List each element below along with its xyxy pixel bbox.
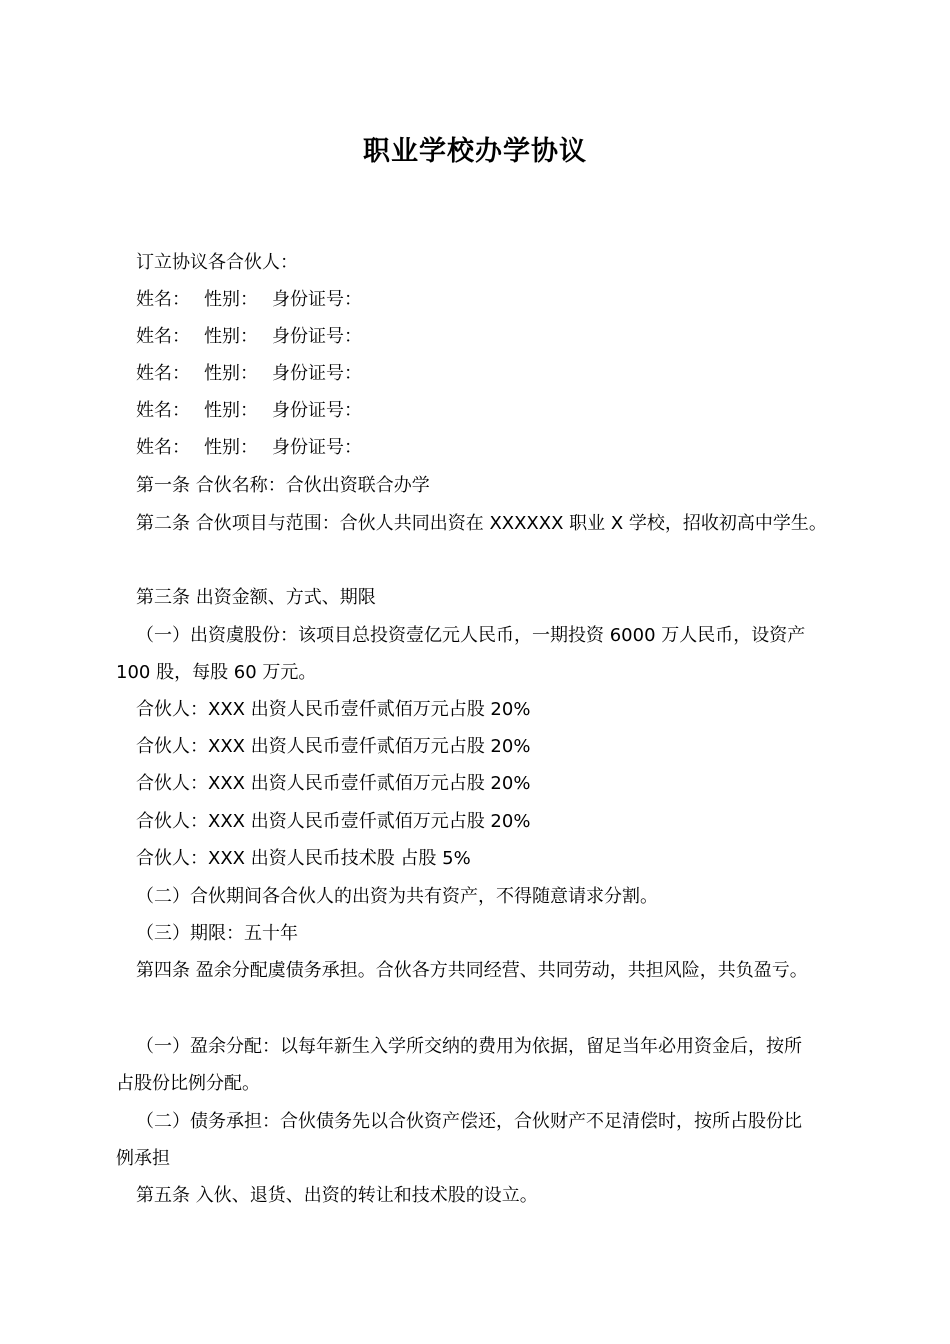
id-number-label: 身份证号： bbox=[272, 400, 362, 421]
partner-field-row bbox=[136, 434, 362, 462]
contribution-line: 合伙人：XXX 出资人民币壹仟贰佰万元占股 20% bbox=[136, 736, 531, 757]
partner-field-row bbox=[136, 323, 362, 351]
name-label: 姓名： bbox=[136, 400, 190, 421]
intro-line: 订立协议各合伙人： bbox=[136, 252, 298, 273]
article-3: 第三条 出资金额、方式、期限 bbox=[136, 587, 376, 608]
contribution-line: 合伙人：XXX 出资人民币壹仟贰佰万元占股 20% bbox=[136, 773, 531, 794]
gender-label: 性别： bbox=[204, 289, 258, 310]
partner-field-row bbox=[136, 286, 362, 314]
name-label: 姓名： bbox=[136, 437, 190, 458]
id-number-label: 身份证号： bbox=[272, 363, 362, 384]
contribution-line: 合伙人：XXX 出资人民币壹仟贰佰万元占股 20% bbox=[136, 811, 531, 832]
contribution-line: 合伙人：XXX 出资人民币技术股 占股 5% bbox=[136, 848, 471, 869]
article-4: 第四条 盈余分配虞债务承担。合伙各方共同经营、共同劳动，共担风险，共负盈亏。 bbox=[136, 960, 808, 981]
article-2: 第二条 合伙项目与范围：合伙人共同出资在 XXXXXX 职业 X 学校，招收初高中学生。 bbox=[136, 513, 827, 534]
gender-label: 性别： bbox=[204, 363, 258, 384]
name-label: 姓名： bbox=[136, 326, 190, 347]
article-4-item-2: （二）债务承担：合伙债务先以合伙资产偿还，合伙财产不足清偿时，按所占股份比 bbox=[136, 1111, 802, 1132]
article-1: 第一条 合伙名称：合伙出资联合办学 bbox=[136, 475, 430, 496]
article-3-item-2: （二）合伙期间各合伙人的出资为共有资产，不得随意请求分割。 bbox=[136, 886, 658, 907]
contribution-line: 合伙人：XXX 出资人民币壹仟贰佰万元占股 20% bbox=[136, 699, 531, 720]
partner-field-row bbox=[136, 397, 362, 425]
gender-label: 性别： bbox=[204, 437, 258, 458]
article-4-item-1: （一）盈余分配：以每年新生入学所交纳的费用为依据，留足当年必用资金后，按所 bbox=[136, 1036, 802, 1057]
article-3-item-3: （三）期限：五十年 bbox=[136, 923, 298, 944]
article-4-item-1-continued: 占股份比例分配。 bbox=[116, 1073, 260, 1094]
partner-field-row bbox=[136, 360, 362, 388]
id-number-label: 身份证号： bbox=[272, 326, 362, 347]
id-number-label: 身份证号： bbox=[272, 289, 362, 310]
name-label: 姓名： bbox=[136, 289, 190, 310]
id-number-label: 身份证号： bbox=[272, 437, 362, 458]
article-4-item-2-continued: 例承担 bbox=[116, 1148, 170, 1169]
article-5: 第五条 入伙、退货、出资的转让和技术股的设立。 bbox=[136, 1185, 538, 1206]
article-3-item-1-continued: 100 股，每股 60 万元。 bbox=[116, 662, 317, 683]
gender-label: 性别： bbox=[204, 326, 258, 347]
document-title: 职业学校办学协议 bbox=[363, 136, 587, 167]
article-3-item-1: （一）出资虞股份：该项目总投资壹亿元人民币，一期投资 6000 万人民币，设资产 bbox=[136, 625, 806, 646]
gender-label: 性别： bbox=[204, 400, 258, 421]
name-label: 姓名： bbox=[136, 363, 190, 384]
